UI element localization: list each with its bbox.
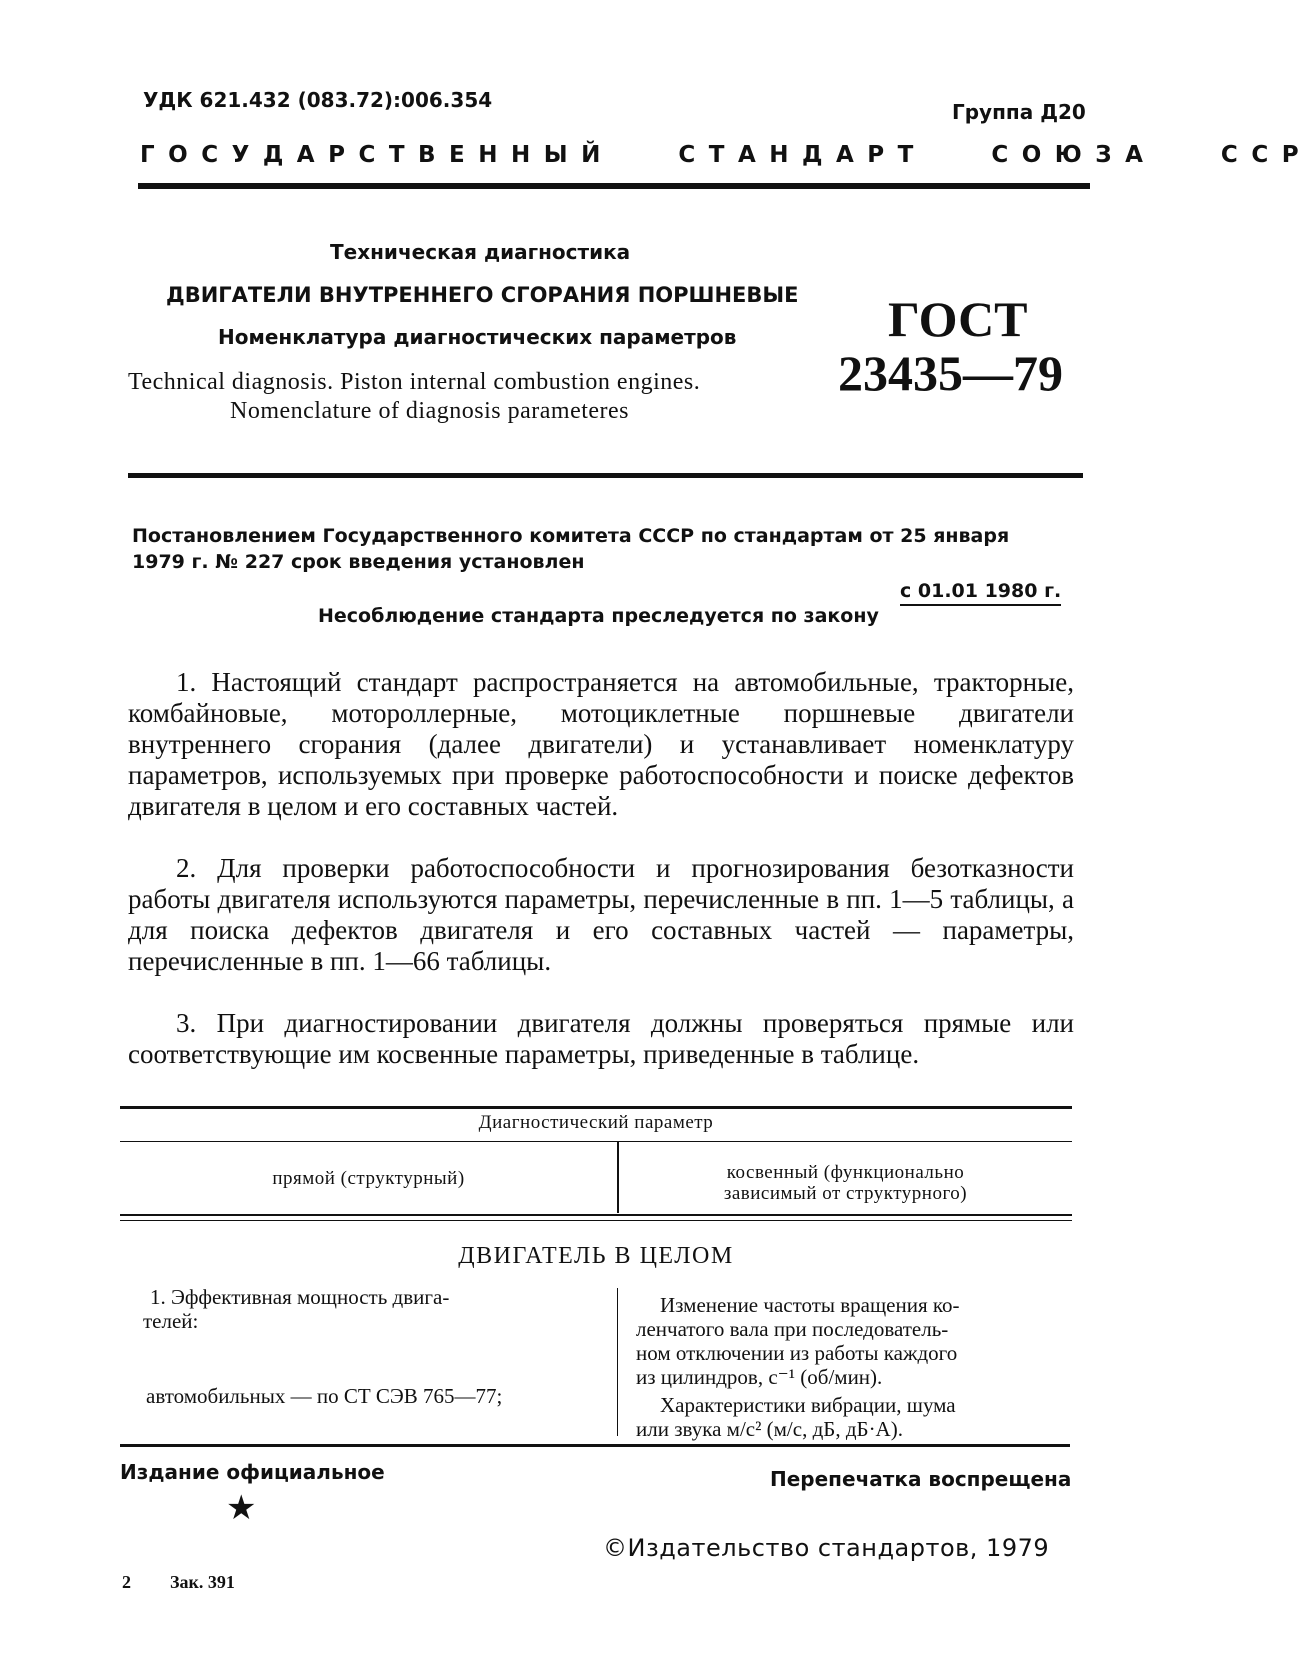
gost-label: ГОСТ — [888, 291, 1028, 347]
gost-number: 23435—79 — [838, 345, 1063, 401]
state-standard-banner: ГОСУДАРСТВЕННЫЙ СТАНДАРТ СОЮЗА ССР — [140, 142, 1312, 168]
paragraph-2: 2. Для проверки работоспособности и прогнозирования безотказности работы двигателя используются параметры, перечисленные в пп. 1—5 таблицы, а для поиска дефектов двигателя и его составных частей — параметры, перечисленные в пп. 1—66 таблицы. — [128, 853, 1074, 976]
column-indirect-line-1: косвенный (функционально — [726, 1162, 965, 1183]
english-title-line-1: Technical diagnosis. Piston internal combustion engines. — [128, 369, 701, 395]
effective-date: с 01.01 1980 г. — [900, 580, 1061, 606]
order-number: Зак. 391 — [170, 1572, 235, 1592]
banner-rule — [138, 183, 1090, 189]
title-line-3: Номенклатура диагностических параметров — [218, 325, 737, 349]
group-label: Группа Д20 — [952, 100, 1086, 124]
copyright: ©Издательство стандартов, 1979 — [603, 1534, 1050, 1562]
udk-code: УДК 621.432 (083.72):006.354 — [143, 88, 493, 112]
row1-left-line-2: телей: — [143, 1309, 199, 1333]
row1-right-line-5: Характеристики вибрации, шума — [660, 1393, 956, 1417]
title-rule — [128, 473, 1083, 478]
compliance-warning: Несоблюдение стандарта преследуется по закону — [318, 605, 879, 627]
title-line-2: ДВИГАТЕЛИ ВНУТРЕННЕГО СГОРАНИЯ ПОРШНЕВЫЕ — [166, 283, 799, 307]
row1-right-line-3: ном отключении из работы каждого — [636, 1341, 958, 1365]
row-column-divider — [617, 1288, 618, 1436]
star-icon: ★ — [226, 1488, 257, 1528]
paragraph-1: 1. Настоящий стандарт распространяется на автомобильные, тракторные, комбайновые, мотороллерные, мотоциклетные поршневые двигатели внутреннего сгорания (далее двигатели) и устанавливает номенклатуру параметров, используемых при проверке работоспособности и поиске дефектов двигателя в целом и его составных частей. — [128, 667, 1074, 821]
reprint-prohibited: Перепечатка воспрещена — [770, 1467, 1072, 1491]
decree-line-1: Постановлением Государственного комитета СССР по стандартам от 25 января — [132, 525, 1010, 547]
row1-right-line-1: Изменение частоты вращения ко- — [660, 1293, 960, 1317]
paragraph-3: 3. При диагностировании двигателя должны проверяться прямые или соответствующие им косвенные параметры, приведенные в таблице. — [128, 1008, 1074, 1069]
decree-line-2: 1979 г. № 227 срок введения установлен — [132, 551, 585, 573]
column-direct: прямой (структурный) — [272, 1168, 465, 1189]
section-engine-overall: ДВИГАТЕЛЬ В ЦЕЛОМ — [458, 1243, 734, 1269]
official-edition: Издание официальное — [120, 1460, 385, 1484]
row1-right-line-6: или звука м/с² (м/с, дБ, дБ·А). — [636, 1417, 903, 1441]
column-indirect-line-2: зависимый от структурного) — [723, 1183, 968, 1204]
footer-rule — [120, 1444, 1070, 1447]
table-head-double-rule-1 — [120, 1214, 1072, 1216]
table-top-rule — [120, 1106, 1072, 1109]
table-header-rule — [120, 1141, 1072, 1142]
table-head-double-rule-2 — [120, 1220, 1072, 1221]
page-number: 2 — [122, 1572, 131, 1592]
english-title-line-2: Nomenclature of diagnosis parameteres — [230, 398, 630, 424]
title-line-1: Техническая диагностика — [330, 240, 631, 264]
table-header-main: Диагностический параметр — [478, 1112, 714, 1133]
row1-left-line-1: 1. Эффективная мощность двига- — [150, 1285, 450, 1309]
row1-right-line-2: ленчатого вала при последователь- — [636, 1317, 949, 1341]
row1-left-line-3: автомобильных — по СТ СЭВ 765—77; — [146, 1384, 503, 1408]
row1-right-line-4: из цилиндров, с⁻¹ (об/мин). — [636, 1365, 883, 1389]
